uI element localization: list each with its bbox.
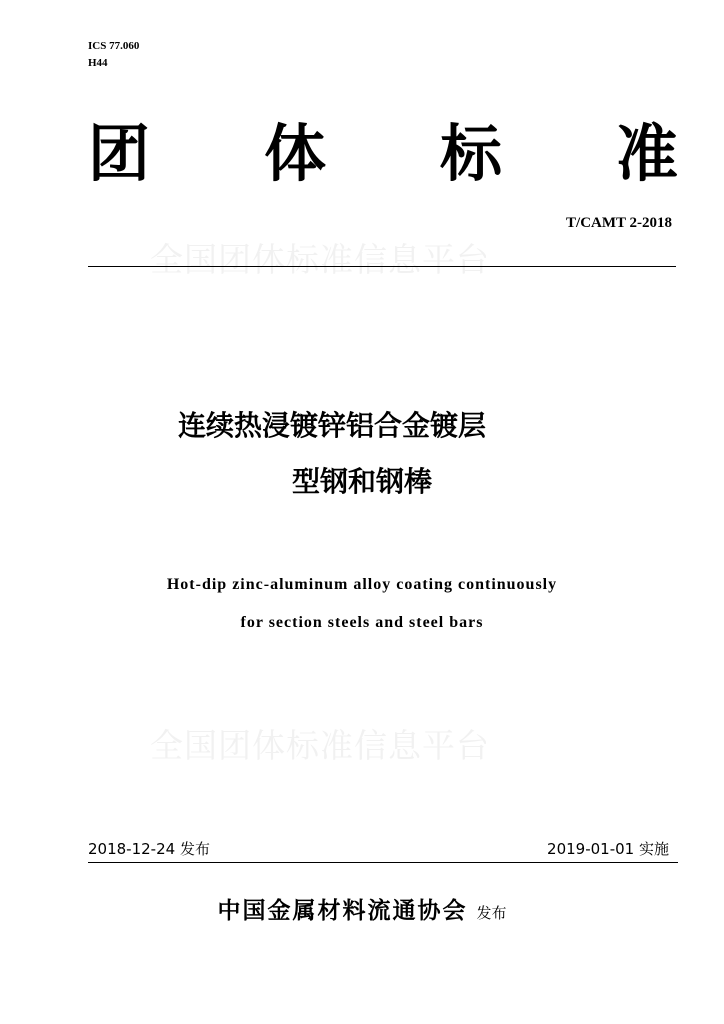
title-zh-line1: 连续热浸镀锌铝合金镀层 xyxy=(177,409,486,442)
standard-number: T/CAMT 2-2018 xyxy=(566,215,672,231)
title-zh-line2: 型钢和钢棒 xyxy=(291,465,432,498)
issue-date: 2018-12-24 发布 xyxy=(88,840,210,858)
title-en-line2: for section steels and steel bars xyxy=(240,614,484,631)
category-char-2: 体 xyxy=(263,117,326,190)
ccs-code: H44 xyxy=(88,57,108,69)
publisher xyxy=(0,892,724,925)
category-char-1: 团 xyxy=(88,117,151,190)
implementation-date: 2019-01-01 实施 xyxy=(547,840,669,858)
footer-divider xyxy=(88,862,678,863)
publisher-name: 中国金属材料流通协会 xyxy=(217,898,468,924)
standard-category-title xyxy=(88,118,678,190)
watermark-bottom: 全国团体标准信息平台 xyxy=(150,726,490,765)
publisher-suffix: 发布 xyxy=(476,904,507,922)
ics-code: ICS 77.060 xyxy=(88,40,140,52)
title-en-line1: Hot-dip zinc-aluminum alloy coating continuously xyxy=(166,576,558,593)
category-char-4: 准 xyxy=(615,117,678,190)
watermark-top: 全国团体标准信息平台 xyxy=(150,240,490,279)
classification-codes xyxy=(88,38,139,72)
header-divider xyxy=(88,266,676,267)
category-char-3: 标 xyxy=(439,117,502,190)
